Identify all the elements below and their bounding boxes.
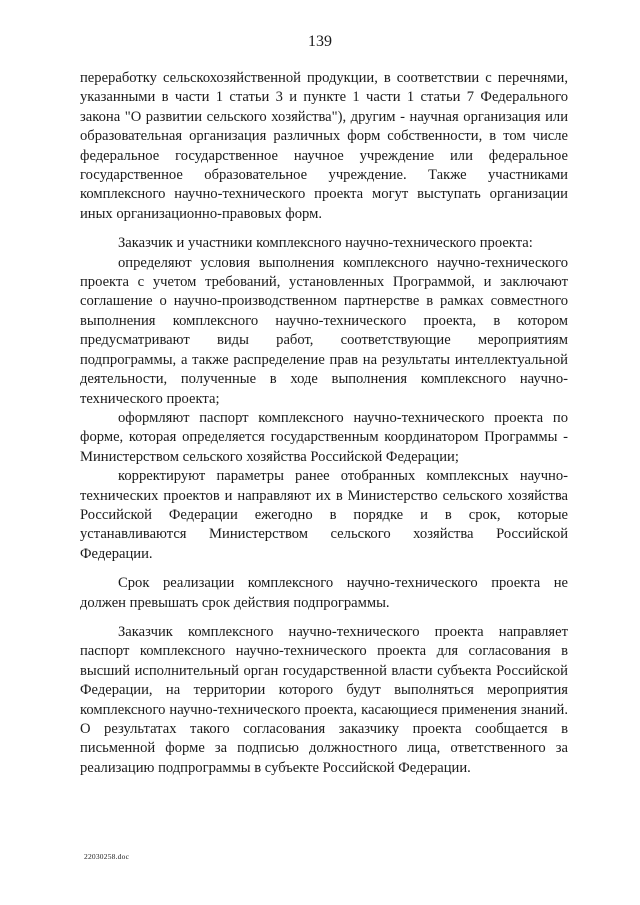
paragraph-approval: Заказчик комплексного научно-технического проекта направляет паспорт комплексного научно-технического проекта для согласования в высший исполнительный орган государственной власти субъекта Российской Федерации, на территории которого будут выполняться мероприятия комплексного научно-технического проекта, касающиеся применения знаний. О результатах такого согласования заказчику проекта сообщается в письменной форме за подписью должностного лица, ответственного за реализацию подпрограммы в субъекте Российской Федерации. (80, 623, 568, 776)
paragraph-passport-form: оформляют паспорт комплексного научно-технического проекта по форме, которая определяется государственным координатором Программы - Министерством сельского хозяйства Российской Федерации; (80, 409, 568, 465)
paragraph-determine-conditions: определяют условия выполнения комплексного научно-технического проекта с учетом требований, установленных Программой, и заключают соглашение о научно-производственном партнерстве в рамках совместного выполнения комплексного научно-технического проекта, в котором предусматривают виды работ, соответствующие мероприятиям подпрограммы, а также распределение прав на результаты интеллектуальной деятельности, полученные в ходе выполнения комплексного научно-технического проекта; (80, 254, 568, 407)
paragraph-adjust-parameters: корректируют параметры ранее отобранных комплексных научно-технических проектов и направляют их в Министерство сельского хозяйства Российской Федерации ежегодно в порядке и в срок, которые устанавливаются Министерством сельского хозяйства Российской Федерации. (80, 468, 568, 562)
paragraph-participants-intro: Заказчик и участники комплексного научно-технического проекта: (118, 235, 533, 252)
footer-file-name: 22030258.doc (84, 852, 130, 861)
paragraph-project-term: Срок реализации комплексного научно-технического проекта не должен превышать срок действия подпрограммы. (80, 575, 568, 611)
page-number: 139 (308, 33, 332, 50)
paragraph-continuation: переработку сельскохозяйственной продукции, в соответствии с перечнями, указанными в части 1 статьи 3 и пункте 1 части 1 статьи 7 Федерального закона "О развитии сельского хозяйства"), другим - научная организация или образовательная организация различных форм собственности, в том числе федеральное государственное научное учреждение или федеральное государственное образовательное учреждение. Также участниками комплексного научно-технического проекта могут выступать организации иных организационно-правовых форм. (80, 70, 568, 222)
body-text (80, 69, 568, 778)
